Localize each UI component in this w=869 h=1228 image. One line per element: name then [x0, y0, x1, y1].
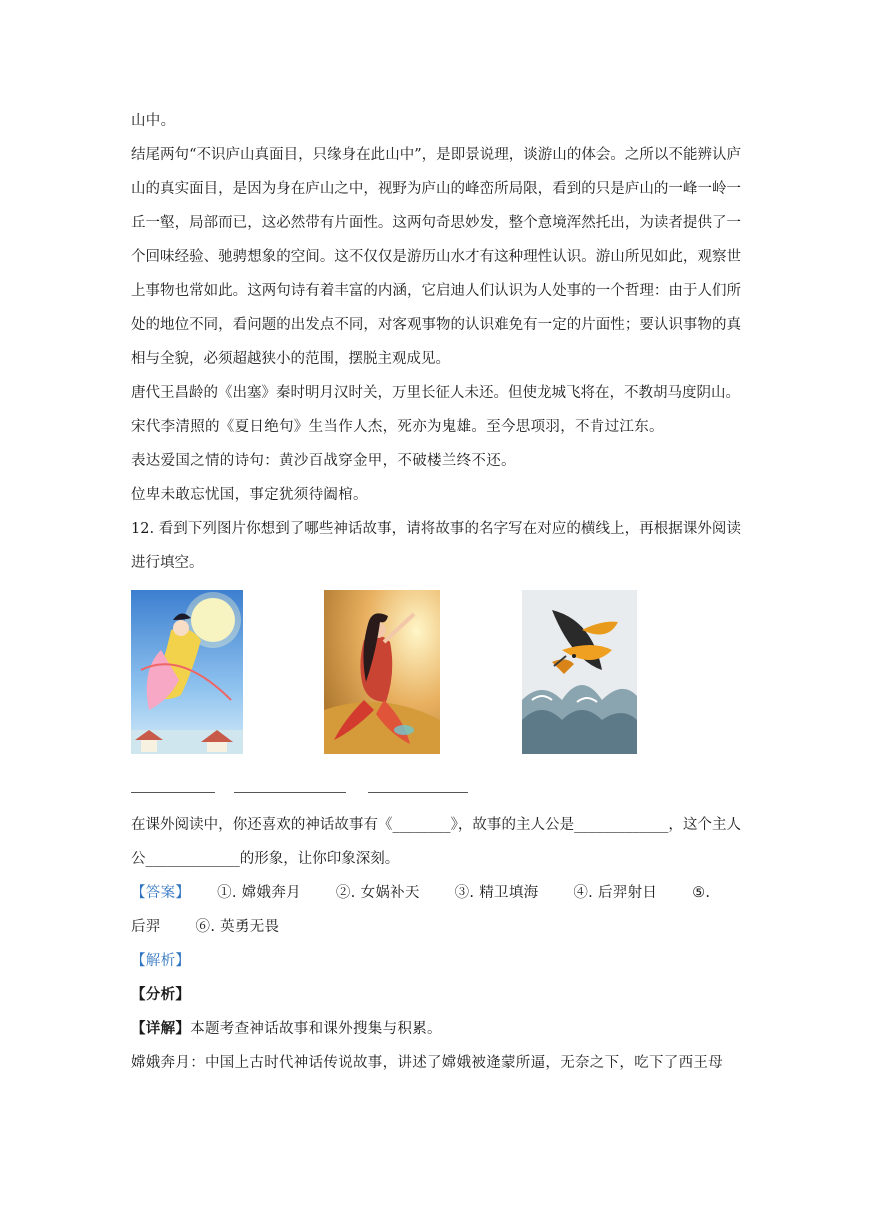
poem-chusai: 唐代王昌龄的《出塞》秦时明月汉时关，万里长征人未还。但使龙城飞将在，不教胡马度阴山。 — [131, 385, 740, 401]
change-explanation: 嫦娥奔月：中国上古时代神话传说故事，讲述了嫦娥被逄蒙所逼，无奈之下，吃下了西王母 — [131, 1055, 723, 1071]
answer-blanks — [131, 780, 741, 808]
fenxi-tag: 【分析】 — [131, 986, 191, 1003]
question-12: 12. 看到下列图片你想到了哪些神话故事，请将故事的名字写在对应的横线上，再根据课外阅读进行填空。 — [131, 521, 741, 571]
change-image — [131, 590, 243, 754]
nuwa-image — [324, 590, 440, 754]
analysis-paragraph: 结尾两句“不识庐山真面目，只缘身在此山中”，是即景说理，谈游山的体会。之所以不能辨认庐山的真实面目，是因为身在庐山之中，视野为庐山的峰峦所局限，看到的只是庐山的一峰一岭一丘一壑，局部而已，这必然带有片面性。这两句奇思妙发，整个意境浑然托出，为读者提供了一个回味经验、驰骋想象的空间。这不仅仅是游历山水才有这种理性认识。游山所见如此，观察世上事物也常如此。这两句诗有着丰富的内涵，它启迪人们认识为人处事的一个哲理：由于人们所处的地位不同，看问题的出发点不同，对客观事物的认识难免有一定的片面性；要认识事物的真相与全貌，必须超越狭小的范围，摆脱主观成见。 — [131, 147, 741, 367]
xiangjie-text: 本题考查神话故事和课外搜集与积累。 — [190, 1021, 442, 1037]
answer-item-1: ①. 嫦娥奔月 — [217, 885, 301, 901]
answer-item-5-text: 后羿 — [131, 919, 161, 935]
patriotic-line-2: 位卑未敢忘忧国，事定犹须待阖棺。 — [131, 487, 368, 503]
poem-xiari: 宋代李清照的《夏日绝句》生当作人杰，死亦为鬼雄。至今思项羽，不肯过江东。 — [131, 419, 664, 435]
jingwei-image — [522, 590, 637, 754]
answer-item-5: ⑤. — [692, 885, 711, 901]
document-page — [131, 104, 741, 1080]
analysis-tag: 【解析】 — [131, 953, 191, 969]
blank-line-3[interactable] — [368, 792, 468, 793]
answer-tag: 【答案】 — [131, 885, 191, 901]
patriotic-line: 表达爱国之情的诗句：黄沙百战穿金甲，不破楼兰终不还。 — [131, 453, 516, 469]
text-line: 山中。 — [131, 113, 176, 129]
answer-item-6: ⑥. 英勇无畏 — [195, 919, 280, 935]
answer-line-2 — [131, 910, 741, 944]
answer-item-4: ④. 后羿射日 — [573, 885, 658, 901]
answer-item-2: ②. 女娲补天 — [335, 885, 420, 901]
myth-images — [131, 590, 741, 780]
xiangjie-line — [131, 1012, 741, 1046]
answer-item-3: ③. 精卫填海 — [454, 885, 539, 901]
blank-line-2[interactable] — [234, 792, 346, 793]
blank-line-1[interactable] — [131, 792, 215, 793]
answer-line — [131, 876, 741, 910]
xiangjie-tag: 【详解】 — [131, 1020, 191, 1037]
fill-in-question: 在课外阅读中，你还喜欢的神话故事有《________》，故事的主人公是_____________，这个主人公_____________的形象，让你印象深刻。 — [131, 817, 741, 867]
